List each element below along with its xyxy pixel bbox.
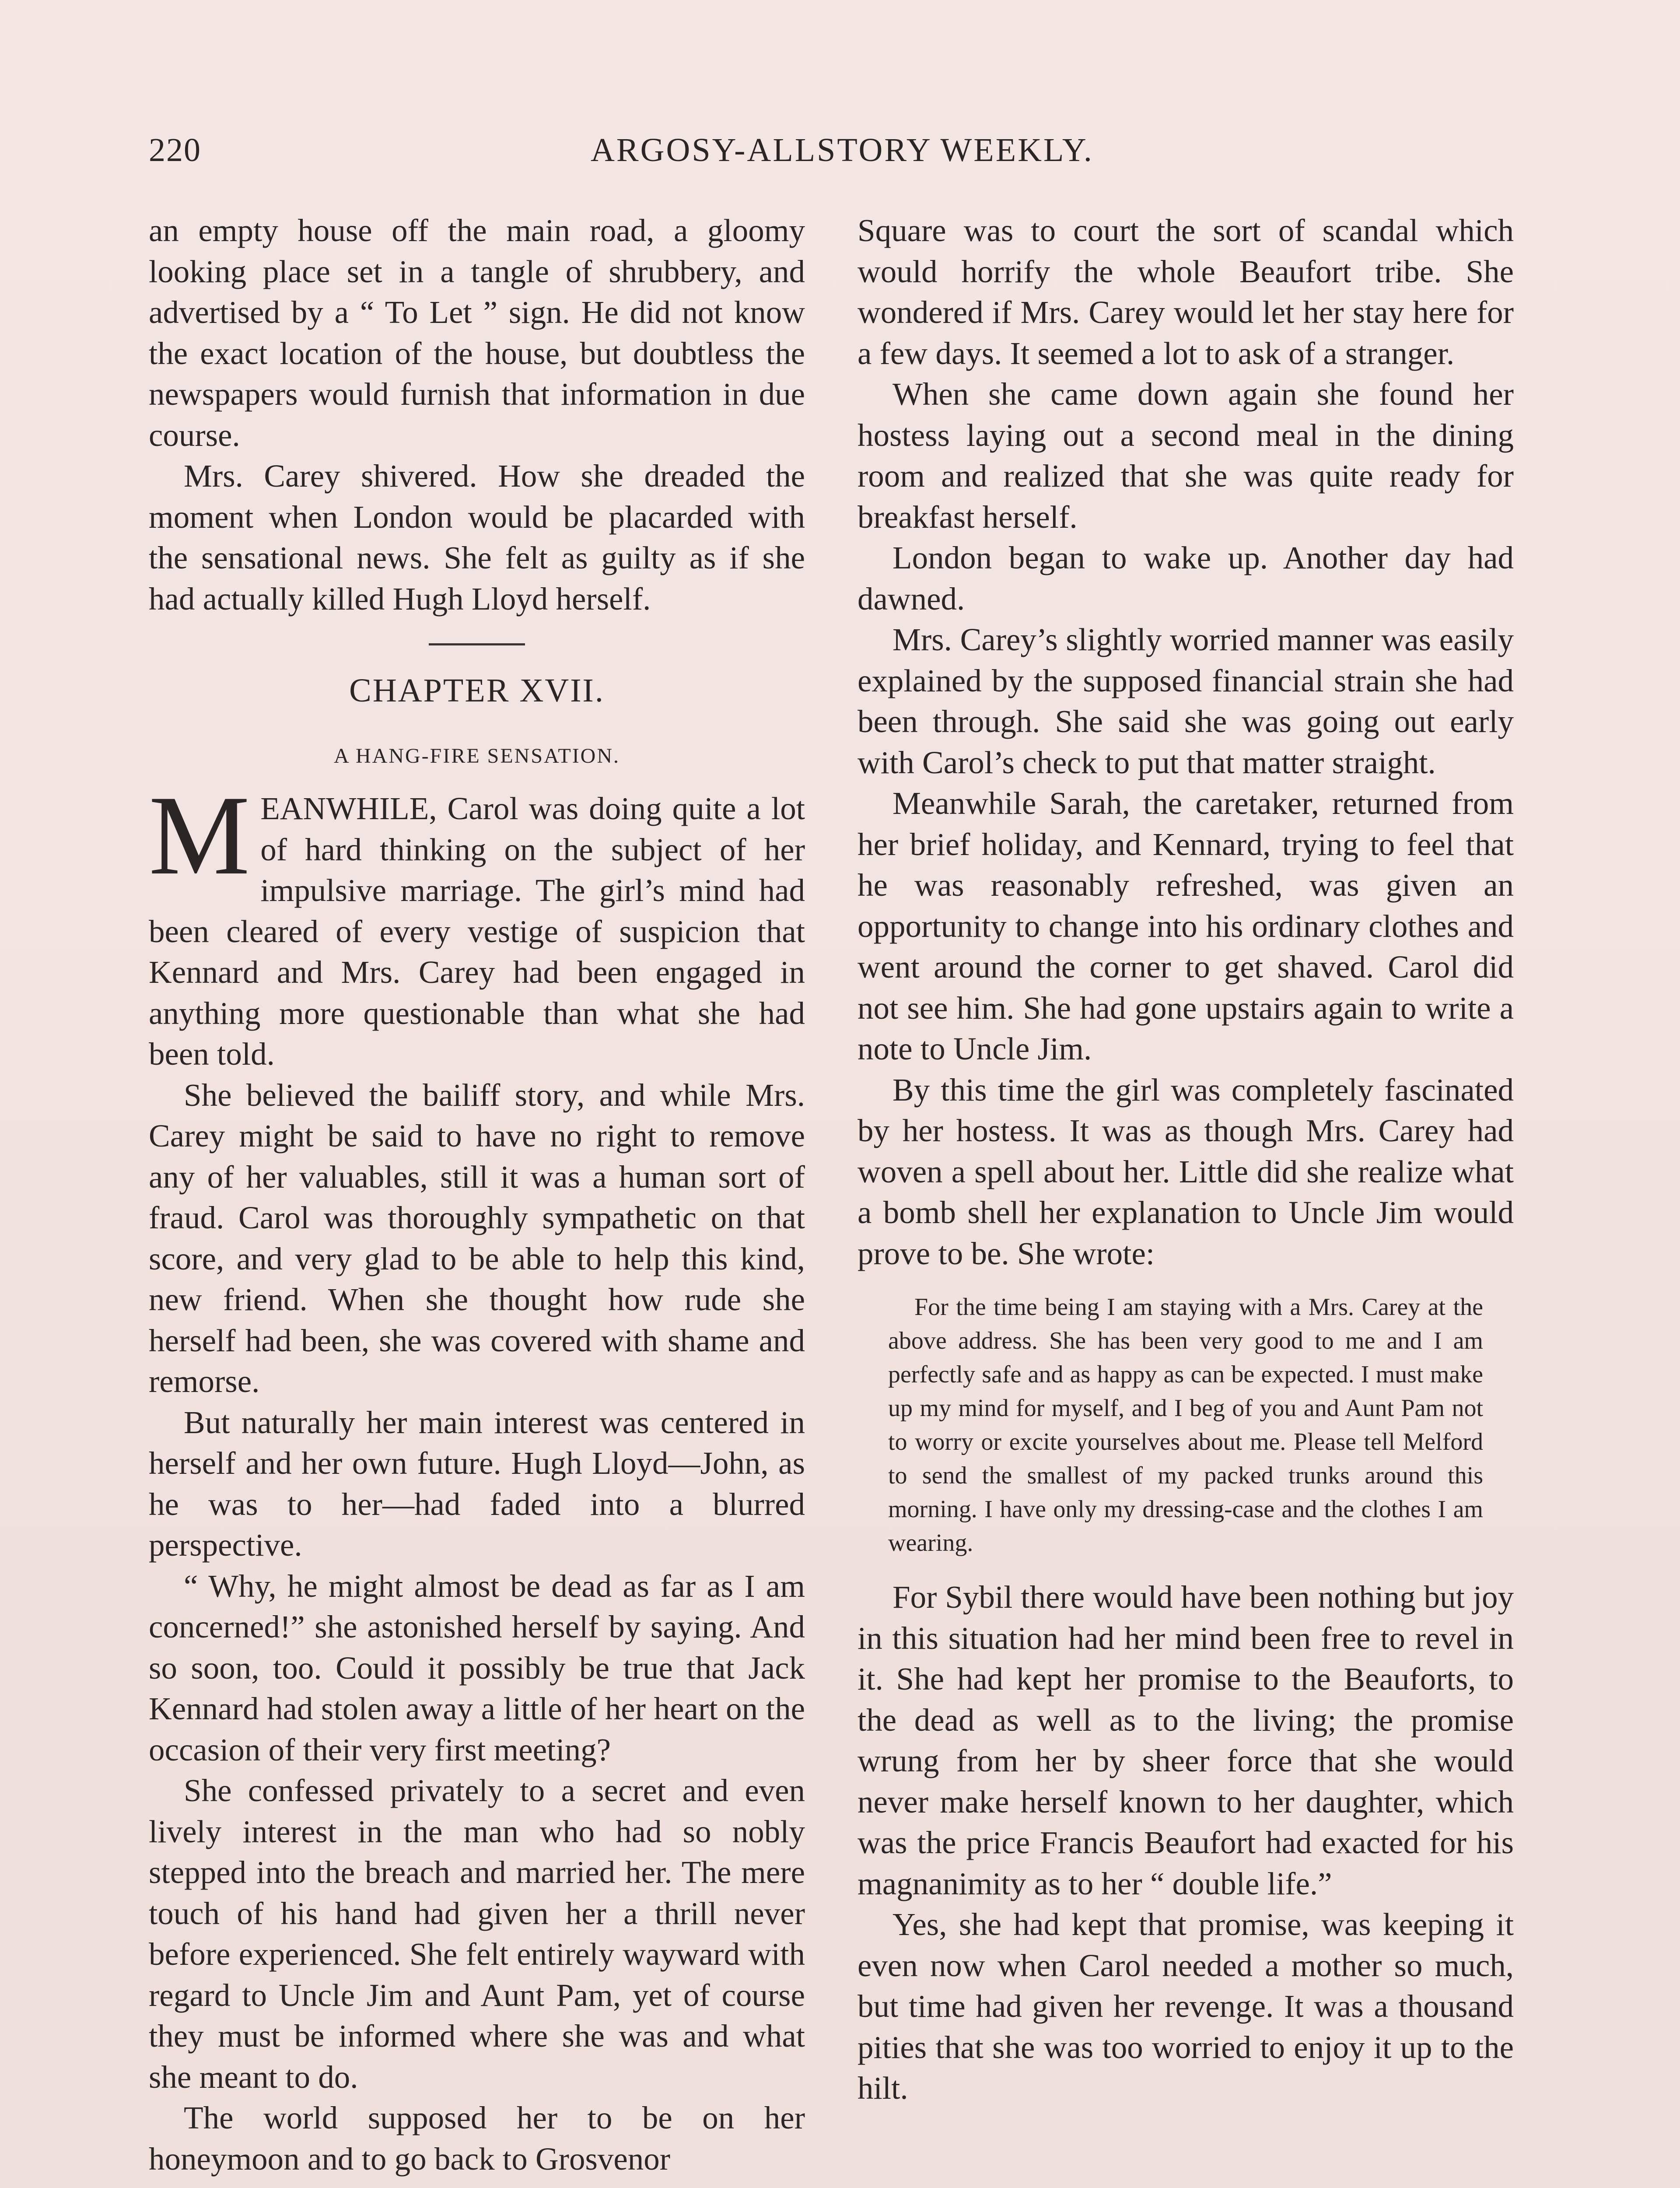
page-number: 220 <box>149 132 201 168</box>
paragraph: Yes, she had kept that promise, was keeping it even now when Carol needed a mother so much, but time had given her revenge. It was a thousand pities that she was too worried to enjoy it up to the hilt. <box>858 1907 1514 2106</box>
letter-text: For the time being I am staying with a Mrs. Carey at the above address. She has been very good to me and I am perfectly safe and as happy as can be expected. I must make up my mind for myself, and I beg of you and Aunt Pam not to worry or excite yourselves about me. Please tell Melford to send the smallest of my packed trunks around this morning. I have only my dressing-case and the clothes I am wearing. <box>888 1294 1483 1557</box>
paragraph: “ Why, he might almost be dead as far as I am concerned!” she astonished herself by saying. And so soon, too. Could it possibly be true that Jack Kennard had stolen away a little of her heart on the occasion of their very first meeting? <box>149 1568 805 1767</box>
paragraph: She believed the bailiff story, and while Mrs. Carey might be said to have no right to remove any of her valuables, still it was a human sort of fraud. Carol was thoroughly sympathetic on that score, and very glad to be able to help this kind, new friend. When she thought how rude she herself had been, she was covered with shame and remorse. <box>149 1077 805 1399</box>
paragraph: an empty house off the main road, a gloomy looking place set in a tangle of shrubbery, and advertised by a “ To Let ” sign. He did not know the exact location of the house, but doubtless the newspapers would furnish that information in due course. <box>149 213 805 453</box>
paragraph: Mrs. Carey shivered. How she dreaded the moment when London would be placarded with the sensational news. She felt as guilty as if she had actually killed Hugh Lloyd herself. <box>149 458 805 617</box>
page-header <box>149 131 1536 179</box>
paragraph: Meanwhile Sarah, the caretaker, returned from her brief holiday, and Kennard, trying to feel that he was reasonably refreshed, was given an opportunity to change into his ordinary clothes and went around the corner to get shaved. Carol did not see him. She had gone upstairs again to write a note to Uncle Jim. <box>858 785 1514 1066</box>
paragraph: By this time the girl was completely fascinated by her hostess. It was as though Mrs. Carey had woven a spell about her. Little did she realize what a bomb shell her explanation to Uncle Jim would prove to be. She wrote: <box>858 1072 1514 1271</box>
opening-text: EANWHILE, Carol was doing quite a lot of hard thinking on the subject of her impulsive marriage. The girl’s mind had been cleared of every vestige of suspicion that Kennard and Mrs. Carey had been engaged in anything more questionable than what she had been told. <box>149 791 805 1072</box>
paragraph: When she came down again she found her hostess laying out a second meal in the dining room and realized that she was quite ready for breakfast herself. <box>858 376 1514 535</box>
right-column <box>858 210 1514 2109</box>
running-head: ARGOSY-ALLSTORY WEEKLY. <box>591 132 1094 168</box>
paragraph: Square was to court the sort of scandal which would horrify the whole Beaufort tribe. She wondered if Mrs. Carey would let her stay here for a few days. It seemed a lot to ask of a stranger. <box>858 213 1514 371</box>
paragraph: Mrs. Carey’s slightly worried manner was easily explained by the supposed financial strain she had been through. She said she was going out early with Carol’s check to put that matter straight. <box>858 622 1514 780</box>
paragraph: But naturally her main interest was centered in herself and her own future. Hugh Lloyd—John, as he was to her—had faded into a blurred perspective. <box>149 1404 805 1563</box>
chapter-title: CHAPTER XVII. <box>349 672 605 709</box>
paragraph: She confessed privately to a secret and even lively interest in the man who had so nobly stepped into the breach and married her. The mere touch of his hand had given her a thrill never before experienced. She felt entirely wayward with regard to Uncle Jim and Aunt Pam, yet of course they must be informed where she was and what she meant to do. <box>149 1773 805 2095</box>
letter-quote <box>888 1290 1483 1560</box>
paragraph: London began to wake up. Another day had dawned. <box>858 540 1514 617</box>
left-column <box>149 210 805 2179</box>
section-divider <box>429 643 525 645</box>
paragraph: The world supposed her to be on her honeymoon and to go back to Grosvenor <box>149 2100 805 2177</box>
paragraph: For Sybil there would have been nothing but joy in this situation had her mind been free to revel in it. She had kept her promise to the Beauforts, to the dead as well as to the living; the promise wrung from her by sheer force that she would never make herself known to her daughter, which was the price Francis Beaufort had exacted for his magnanimity as to her “ double life.” <box>858 1579 1514 1901</box>
opening-paragraph <box>149 772 805 1075</box>
drop-cap: M <box>149 772 250 898</box>
chapter-subtitle: A HANG-FIRE SENSATION. <box>333 744 620 768</box>
